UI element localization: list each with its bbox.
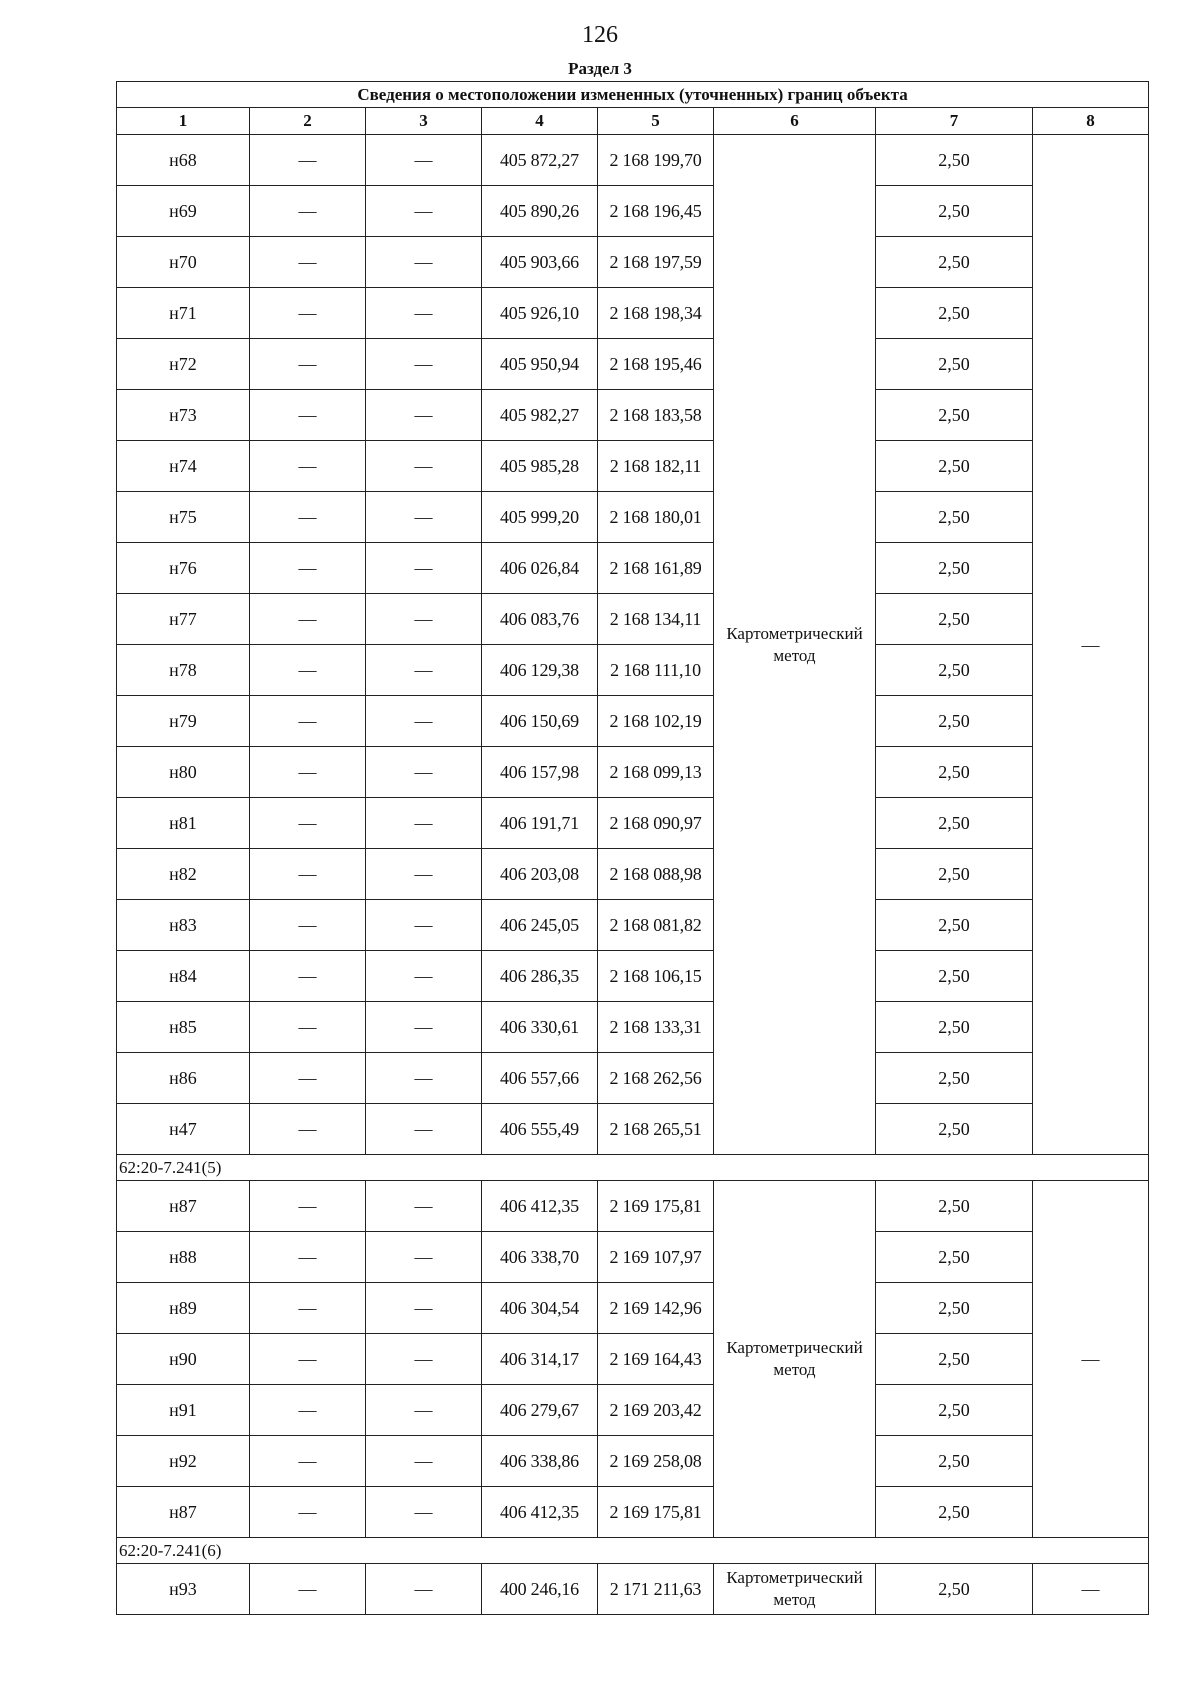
precision-cell: 2,50 xyxy=(876,1053,1033,1104)
col3-cell: — xyxy=(366,747,482,798)
precision-cell: 2,50 xyxy=(876,1564,1033,1615)
col3-cell: — xyxy=(366,186,482,237)
table-row xyxy=(117,237,1149,288)
x-coordinate-cell: 406 083,76 xyxy=(482,594,598,645)
point-name-cell: н93 xyxy=(117,1564,250,1615)
y-coordinate-cell: 2 168 199,70 xyxy=(598,135,714,186)
precision-cell: 2,50 xyxy=(876,288,1033,339)
y-coordinate-cell: 2 168 088,98 xyxy=(598,849,714,900)
precision-cell: 2,50 xyxy=(876,1385,1033,1436)
precision-cell: 2,50 xyxy=(876,441,1033,492)
col3-cell: — xyxy=(366,900,482,951)
table-row xyxy=(117,798,1149,849)
point-name-cell: н87 xyxy=(117,1181,250,1232)
col3-cell: — xyxy=(366,1232,482,1283)
col2-cell: — xyxy=(250,951,366,1002)
x-coordinate-cell: 400 246,16 xyxy=(482,1564,598,1615)
point-name-cell: н75 xyxy=(117,492,250,543)
y-coordinate-cell: 2 168 106,15 xyxy=(598,951,714,1002)
point-name-cell: н91 xyxy=(117,1385,250,1436)
col3-cell: — xyxy=(366,594,482,645)
col8-cell: — xyxy=(1033,1181,1149,1538)
col2-cell: — xyxy=(250,237,366,288)
col2-cell: — xyxy=(250,798,366,849)
precision-cell: 2,50 xyxy=(876,594,1033,645)
y-coordinate-cell: 2 168 134,11 xyxy=(598,594,714,645)
col3-cell: — xyxy=(366,798,482,849)
table-row xyxy=(117,1181,1149,1232)
col2-cell: — xyxy=(250,492,366,543)
point-name-cell: н81 xyxy=(117,798,250,849)
y-coordinate-cell: 2 168 133,31 xyxy=(598,1002,714,1053)
col2-cell: — xyxy=(250,900,366,951)
point-name-cell: н74 xyxy=(117,441,250,492)
y-coordinate-cell: 2 168 102,19 xyxy=(598,696,714,747)
col2-cell: — xyxy=(250,1181,366,1232)
table-row xyxy=(117,1487,1149,1538)
table-row xyxy=(117,900,1149,951)
col2-cell: — xyxy=(250,1053,366,1104)
x-coordinate-cell: 406 314,17 xyxy=(482,1334,598,1385)
table-row xyxy=(117,1104,1149,1155)
x-coordinate-cell: 406 191,71 xyxy=(482,798,598,849)
col3-cell: — xyxy=(366,645,482,696)
precision-cell: 2,50 xyxy=(876,1181,1033,1232)
point-name-cell: н79 xyxy=(117,696,250,747)
x-coordinate-cell: 406 150,69 xyxy=(482,696,598,747)
col2-cell: — xyxy=(250,339,366,390)
table-caption: Сведения о местоположении измененных (уточненных) границ объекта xyxy=(117,82,1149,108)
y-coordinate-cell: 2 168 090,97 xyxy=(598,798,714,849)
parcel-number: 62:20-7.241(6) xyxy=(117,1538,1149,1564)
table-row xyxy=(117,186,1149,237)
y-coordinate-cell: 2 168 180,01 xyxy=(598,492,714,543)
precision-cell: 2,50 xyxy=(876,390,1033,441)
point-name-cell: н92 xyxy=(117,1436,250,1487)
x-coordinate-cell: 406 304,54 xyxy=(482,1283,598,1334)
col2-cell: — xyxy=(250,696,366,747)
x-coordinate-cell: 405 982,27 xyxy=(482,390,598,441)
point-name-cell: н90 xyxy=(117,1334,250,1385)
y-coordinate-cell: 2 169 175,81 xyxy=(598,1181,714,1232)
col2-cell: — xyxy=(250,543,366,594)
x-coordinate-cell: 405 950,94 xyxy=(482,339,598,390)
precision-cell: 2,50 xyxy=(876,696,1033,747)
precision-cell: 2,50 xyxy=(876,1002,1033,1053)
y-coordinate-cell: 2 168 183,58 xyxy=(598,390,714,441)
precision-cell: 2,50 xyxy=(876,186,1033,237)
x-coordinate-cell: 406 412,35 xyxy=(482,1181,598,1232)
col2-cell: — xyxy=(250,1104,366,1155)
point-name-cell: н70 xyxy=(117,237,250,288)
y-coordinate-cell: 2 168 265,51 xyxy=(598,1104,714,1155)
precision-cell: 2,50 xyxy=(876,798,1033,849)
y-coordinate-cell: 2 168 195,46 xyxy=(598,339,714,390)
x-coordinate-cell: 406 412,35 xyxy=(482,1487,598,1538)
y-coordinate-cell: 2 168 196,45 xyxy=(598,186,714,237)
x-coordinate-cell: 406 555,49 xyxy=(482,1104,598,1155)
column-number: 5 xyxy=(598,108,714,135)
point-name-cell: н80 xyxy=(117,747,250,798)
col3-cell: — xyxy=(366,1053,482,1104)
point-name-cell: н84 xyxy=(117,951,250,1002)
table-row xyxy=(117,696,1149,747)
precision-cell: 2,50 xyxy=(876,645,1033,696)
x-coordinate-cell: 406 279,67 xyxy=(482,1385,598,1436)
col3-cell: — xyxy=(366,339,482,390)
col3-cell: — xyxy=(366,696,482,747)
x-coordinate-cell: 405 903,66 xyxy=(482,237,598,288)
col2-cell: — xyxy=(250,849,366,900)
y-coordinate-cell: 2 169 164,43 xyxy=(598,1334,714,1385)
col3-cell: — xyxy=(366,1181,482,1232)
col3-cell: — xyxy=(366,135,482,186)
table-row xyxy=(117,849,1149,900)
precision-cell: 2,50 xyxy=(876,492,1033,543)
x-coordinate-cell: 405 999,20 xyxy=(482,492,598,543)
x-coordinate-cell: 406 286,35 xyxy=(482,951,598,1002)
col2-cell: — xyxy=(250,645,366,696)
point-name-cell: н78 xyxy=(117,645,250,696)
point-name-cell: н83 xyxy=(117,900,250,951)
col3-cell: — xyxy=(366,441,482,492)
col2-cell: — xyxy=(250,1436,366,1487)
col2-cell: — xyxy=(250,135,366,186)
col2-cell: — xyxy=(250,747,366,798)
table-row xyxy=(117,390,1149,441)
column-number: 2 xyxy=(250,108,366,135)
point-name-cell: н73 xyxy=(117,390,250,441)
boundary-coordinates-table xyxy=(116,81,1149,1615)
column-number: 3 xyxy=(366,108,482,135)
point-name-cell: н68 xyxy=(117,135,250,186)
precision-cell: 2,50 xyxy=(876,1436,1033,1487)
precision-cell: 2,50 xyxy=(876,1232,1033,1283)
precision-cell: 2,50 xyxy=(876,747,1033,798)
precision-cell: 2,50 xyxy=(876,237,1033,288)
y-coordinate-cell: 2 169 107,97 xyxy=(598,1232,714,1283)
col3-cell: — xyxy=(366,1104,482,1155)
col2-cell: — xyxy=(250,390,366,441)
x-coordinate-cell: 406 157,98 xyxy=(482,747,598,798)
precision-cell: 2,50 xyxy=(876,543,1033,594)
parcel-group-header xyxy=(117,1538,1149,1564)
table-row xyxy=(117,1053,1149,1104)
x-coordinate-cell: 405 890,26 xyxy=(482,186,598,237)
col3-cell: — xyxy=(366,492,482,543)
table-row xyxy=(117,747,1149,798)
x-coordinate-cell: 406 026,84 xyxy=(482,543,598,594)
precision-cell: 2,50 xyxy=(876,1487,1033,1538)
col2-cell: — xyxy=(250,1232,366,1283)
col3-cell: — xyxy=(366,288,482,339)
x-coordinate-cell: 406 129,38 xyxy=(482,645,598,696)
table-row xyxy=(117,543,1149,594)
col8-cell: — xyxy=(1033,1564,1149,1615)
col2-cell: — xyxy=(250,288,366,339)
point-name-cell: н85 xyxy=(117,1002,250,1053)
y-coordinate-cell: 2 168 161,89 xyxy=(598,543,714,594)
table-row xyxy=(117,1002,1149,1053)
y-coordinate-cell: 2 168 081,82 xyxy=(598,900,714,951)
x-coordinate-cell: 406 330,61 xyxy=(482,1002,598,1053)
col3-cell: — xyxy=(366,1334,482,1385)
x-coordinate-cell: 405 985,28 xyxy=(482,441,598,492)
table-row xyxy=(117,951,1149,1002)
y-coordinate-cell: 2 168 262,56 xyxy=(598,1053,714,1104)
col3-cell: — xyxy=(366,849,482,900)
column-number: 8 xyxy=(1033,108,1149,135)
precision-cell: 2,50 xyxy=(876,900,1033,951)
column-number: 1 xyxy=(117,108,250,135)
point-name-cell: н86 xyxy=(117,1053,250,1104)
table-row xyxy=(117,1385,1149,1436)
table-row xyxy=(117,1564,1149,1615)
precision-cell: 2,50 xyxy=(876,1104,1033,1155)
column-number-row xyxy=(117,108,1149,135)
col2-cell: — xyxy=(250,1385,366,1436)
table-row xyxy=(117,441,1149,492)
column-number: 7 xyxy=(876,108,1033,135)
table-row xyxy=(117,1283,1149,1334)
y-coordinate-cell: 2 169 142,96 xyxy=(598,1283,714,1334)
precision-cell: 2,50 xyxy=(876,1283,1033,1334)
col3-cell: — xyxy=(366,1487,482,1538)
col3-cell: — xyxy=(366,1283,482,1334)
precision-cell: 2,50 xyxy=(876,951,1033,1002)
col3-cell: — xyxy=(366,390,482,441)
x-coordinate-cell: 405 872,27 xyxy=(482,135,598,186)
y-coordinate-cell: 2 168 198,34 xyxy=(598,288,714,339)
precision-cell: 2,50 xyxy=(876,849,1033,900)
x-coordinate-cell: 406 245,05 xyxy=(482,900,598,951)
section-title: Раздел 3 xyxy=(568,59,632,78)
table-row xyxy=(117,135,1149,186)
col2-cell: — xyxy=(250,1564,366,1615)
table-caption-row xyxy=(117,82,1149,108)
col2-cell: — xyxy=(250,594,366,645)
col3-cell: — xyxy=(366,543,482,594)
col3-cell: — xyxy=(366,1564,482,1615)
parcel-group-header xyxy=(117,1155,1149,1181)
col2-cell: — xyxy=(250,1283,366,1334)
y-coordinate-cell: 2 168 111,10 xyxy=(598,645,714,696)
y-coordinate-cell: 2 169 203,42 xyxy=(598,1385,714,1436)
precision-cell: 2,50 xyxy=(876,1334,1033,1385)
method-cell: Картометрический метод xyxy=(714,135,876,1155)
col3-cell: — xyxy=(366,237,482,288)
x-coordinate-cell: 405 926,10 xyxy=(482,288,598,339)
x-coordinate-cell: 406 338,70 xyxy=(482,1232,598,1283)
table-row xyxy=(117,645,1149,696)
method-cell: Картометрический метод xyxy=(714,1564,876,1615)
x-coordinate-cell: 406 557,66 xyxy=(482,1053,598,1104)
point-name-cell: н71 xyxy=(117,288,250,339)
point-name-cell: н89 xyxy=(117,1283,250,1334)
col2-cell: — xyxy=(250,1487,366,1538)
column-number: 4 xyxy=(482,108,598,135)
col2-cell: — xyxy=(250,441,366,492)
point-name-cell: н87 xyxy=(117,1487,250,1538)
col2-cell: — xyxy=(250,186,366,237)
x-coordinate-cell: 406 338,86 xyxy=(482,1436,598,1487)
table-row xyxy=(117,339,1149,390)
y-coordinate-cell: 2 168 099,13 xyxy=(598,747,714,798)
col3-cell: — xyxy=(366,951,482,1002)
table-row xyxy=(117,594,1149,645)
point-name-cell: н82 xyxy=(117,849,250,900)
point-name-cell: н47 xyxy=(117,1104,250,1155)
col2-cell: — xyxy=(250,1334,366,1385)
col3-cell: — xyxy=(366,1002,482,1053)
point-name-cell: н72 xyxy=(117,339,250,390)
table-row xyxy=(117,288,1149,339)
y-coordinate-cell: 2 168 197,59 xyxy=(598,237,714,288)
col8-cell: — xyxy=(1033,135,1149,1155)
y-coordinate-cell: 2 168 182,11 xyxy=(598,441,714,492)
method-cell: Картометрический метод xyxy=(714,1181,876,1538)
page-number: 126 xyxy=(582,22,618,48)
col3-cell: — xyxy=(366,1385,482,1436)
column-number: 6 xyxy=(714,108,876,135)
point-name-cell: н76 xyxy=(117,543,250,594)
point-name-cell: н88 xyxy=(117,1232,250,1283)
y-coordinate-cell: 2 171 211,63 xyxy=(598,1564,714,1615)
precision-cell: 2,50 xyxy=(876,135,1033,186)
col2-cell: — xyxy=(250,1002,366,1053)
parcel-number: 62:20-7.241(5) xyxy=(117,1155,1149,1181)
table-row xyxy=(117,1232,1149,1283)
y-coordinate-cell: 2 169 175,81 xyxy=(598,1487,714,1538)
table-row xyxy=(117,1334,1149,1385)
table-row xyxy=(117,1436,1149,1487)
precision-cell: 2,50 xyxy=(876,339,1033,390)
x-coordinate-cell: 406 203,08 xyxy=(482,849,598,900)
point-name-cell: н77 xyxy=(117,594,250,645)
table-row xyxy=(117,492,1149,543)
y-coordinate-cell: 2 169 258,08 xyxy=(598,1436,714,1487)
col3-cell: — xyxy=(366,1436,482,1487)
point-name-cell: н69 xyxy=(117,186,250,237)
